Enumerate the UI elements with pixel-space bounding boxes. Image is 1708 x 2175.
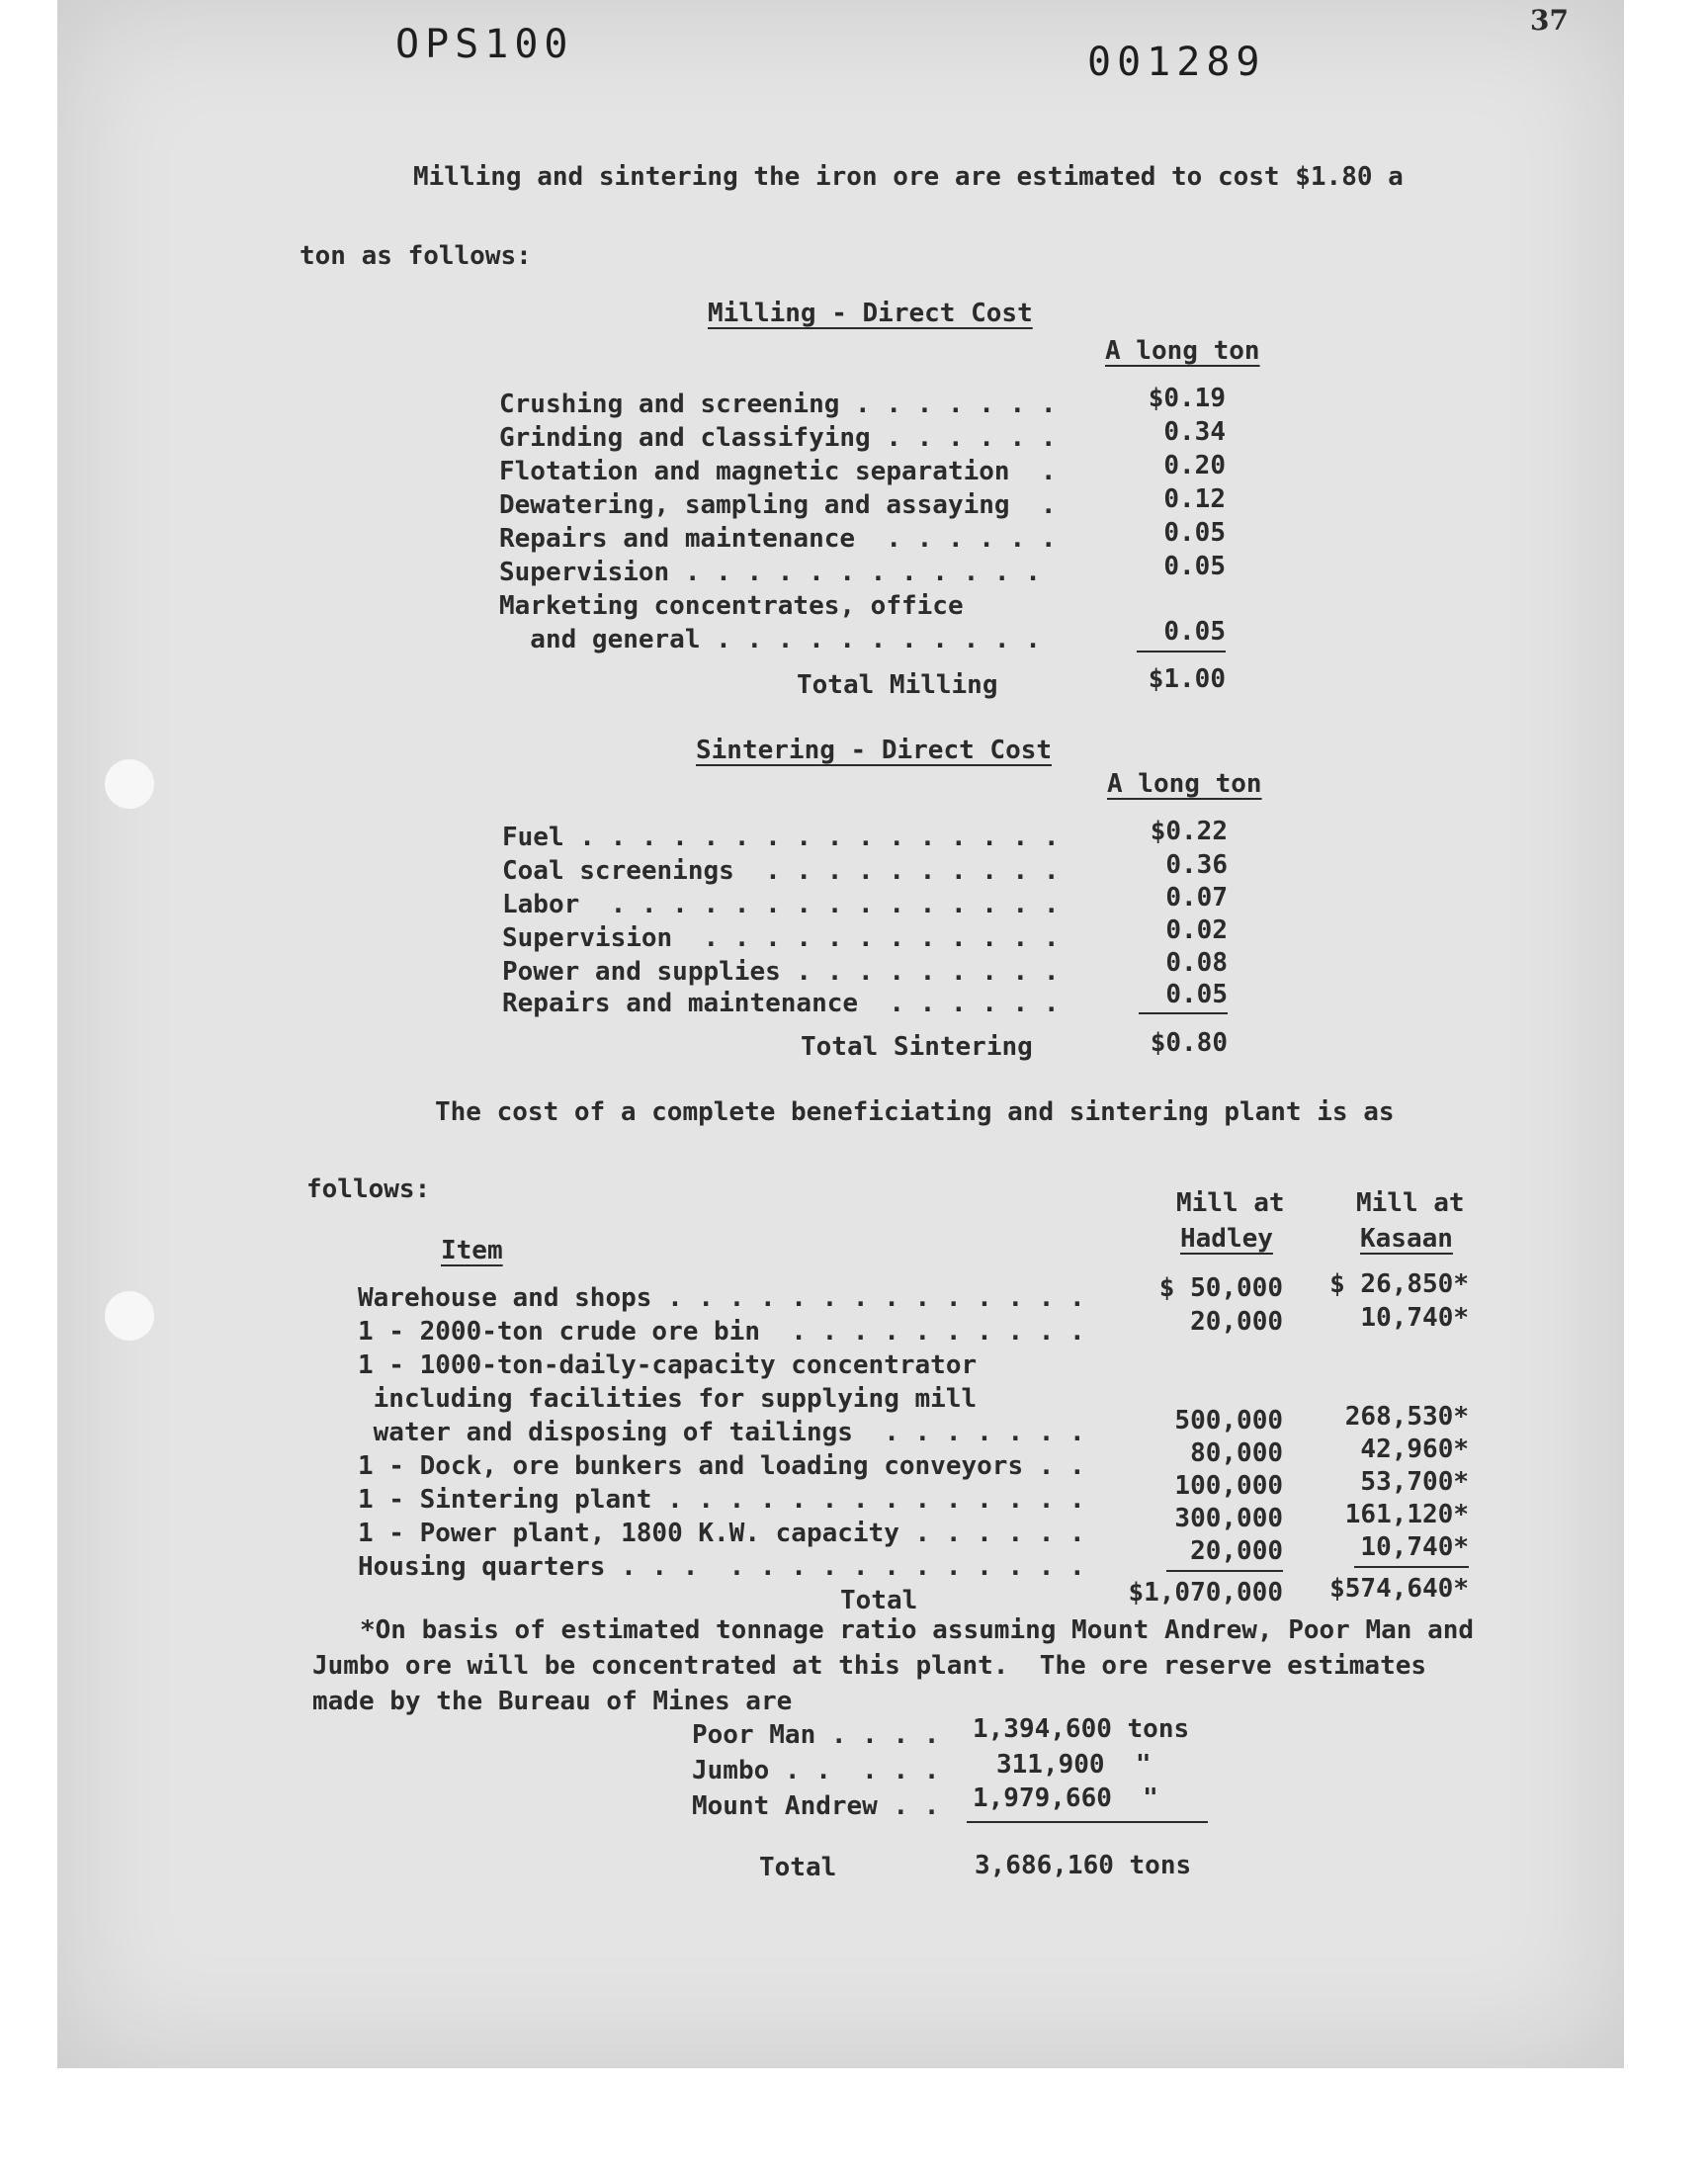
milling-row-label: Marketing concentrates, office: [499, 591, 964, 621]
plant-row-kasaan: 53,700*: [1360, 1467, 1469, 1497]
milling-row-value: 0.20: [1163, 451, 1226, 480]
plant-row-kasaan: 268,530*: [1344, 1402, 1469, 1432]
milling-row-value: 0.12: [1163, 484, 1226, 514]
footnote-line-2: Jumbo ore will be concentrated at this plant. The ore reserve estimates: [312, 1651, 1427, 1681]
plant-row-hadley: 20,000: [1190, 1307, 1283, 1337]
plant-row-hadley: $ 50,000: [1158, 1273, 1283, 1303]
sintering-row-label: Supervision . . . . . . . . . . . .: [502, 923, 1060, 953]
sintering-title: Sintering - Direct Cost: [696, 736, 1053, 765]
plant-row-label: 1 - 1000-ton-daily-capacity concentrator: [358, 1350, 978, 1380]
milling-row-label: Crushing and screening . . . . . . .: [499, 390, 1057, 419]
reserves-total-value: 3,686,160 tons: [975, 1851, 1192, 1880]
plant-row-hadley: 20,000: [1190, 1536, 1283, 1566]
sintering-row-label: Coal screenings . . . . . . . . . .: [502, 856, 1060, 886]
plant-row-label: 1 - Dock, ore bunkers and loading conveyors . .: [358, 1451, 1085, 1481]
plant-row-hadley: 300,000: [1174, 1504, 1283, 1533]
plant-total-hadley: $1,070,000: [1128, 1578, 1283, 1608]
binder-hole-bottom: [105, 1291, 154, 1341]
plant-row-label: water and disposing of tailings . . . . . . .: [358, 1418, 1085, 1447]
milling-row-label: Supervision . . . . . . . . . . . .: [499, 558, 1041, 587]
sintering-row-label: Power and supplies . . . . . . . . .: [502, 957, 1060, 987]
plant-row-kasaan: 161,120*: [1344, 1500, 1469, 1529]
intro-line-1: Milling and sintering the iron ore are estimated to cost $1.80 a: [413, 162, 1404, 192]
page-number: 37: [1530, 4, 1569, 37]
plant-row-hadley: 500,000: [1174, 1406, 1283, 1436]
milling-title: Milling - Direct Cost: [708, 299, 1033, 328]
milling-row-label: Dewatering, sampling and assaying .: [499, 490, 1057, 520]
plant-row-hadley: 80,000: [1190, 1438, 1283, 1468]
reserve-value: 311,900 ": [996, 1750, 1152, 1780]
plant-row-hadley: 100,000: [1174, 1471, 1283, 1501]
milling-row-label: Flotation and magnetic separation .: [499, 457, 1057, 486]
kasaan-sum-rule: [1354, 1566, 1469, 1568]
reserve-value: 1,979,660 ": [973, 1784, 1158, 1813]
plant-row-label: including facilities for supplying mill: [358, 1384, 978, 1414]
sintering-row-value: 0.08: [1165, 948, 1228, 978]
plant-row-kasaan: 10,740*: [1360, 1303, 1469, 1333]
plant-total-kasaan: $574,640*: [1329, 1574, 1469, 1604]
reserve-value: 1,394,600 tons: [973, 1714, 1190, 1744]
sintering-row-label: Repairs and maintenance . . . . . .: [502, 989, 1060, 1018]
col-hadley-line-1: Mill at: [1176, 1188, 1285, 1218]
plant-row-kasaan: $ 26,850*: [1329, 1269, 1469, 1299]
col-kasaan-line-1: Mill at: [1356, 1188, 1465, 1218]
plant-row-kasaan: 42,960*: [1360, 1435, 1469, 1464]
milling-row-label: Repairs and maintenance . . . . . .: [499, 524, 1057, 554]
milling-row-label: and general . . . . . . . . . . .: [499, 625, 1041, 654]
milling-row-label: Grinding and classifying . . . . . .: [499, 423, 1057, 453]
milling-sum-rule: [1137, 651, 1226, 652]
stamp-left: OPS100: [395, 22, 574, 67]
reserve-name: Jumbo . . . . .: [692, 1756, 940, 1785]
sintering-row-label: Fuel . . . . . . . . . . . . . . . .: [502, 823, 1060, 852]
sintering-total-value: $0.80: [1150, 1028, 1228, 1058]
milling-row-value: 0.05: [1163, 617, 1226, 647]
milling-row-value: $0.19: [1148, 384, 1226, 413]
reserves-sum-rule: [967, 1821, 1208, 1823]
milling-unit-header: A long ton: [1105, 336, 1260, 366]
plant-row-label: 1 - 2000-ton crude ore bin . . . . . . . . . .: [358, 1317, 1085, 1347]
plant-row-kasaan: 10,740*: [1360, 1532, 1469, 1562]
footnote-line-3: made by the Bureau of Mines are: [312, 1687, 793, 1716]
sintering-sum-rule: [1139, 1012, 1228, 1014]
plant-total-label: Total: [840, 1586, 918, 1615]
milling-row-value: 0.05: [1163, 518, 1226, 548]
hadley-sum-rule: [1166, 1570, 1283, 1572]
plant-intro-line-2: follows:: [306, 1174, 431, 1204]
intro-line-2: ton as follows:: [299, 241, 532, 271]
stamp-right: 001289: [1087, 40, 1266, 85]
plant-row-label: Warehouse and shops . . . . . . . . . . . . . .: [358, 1283, 1085, 1313]
col-hadley-line-2: Hadley: [1180, 1224, 1273, 1254]
sintering-row-value: 0.07: [1165, 883, 1228, 913]
sintering-row-label: Labor . . . . . . . . . . . . . . .: [502, 890, 1060, 919]
sintering-row-value: $0.22: [1150, 817, 1228, 846]
milling-total-label: Total Milling: [797, 670, 998, 700]
reserve-name: Mount Andrew . .: [692, 1791, 940, 1821]
milling-row-value: 0.34: [1163, 417, 1226, 447]
col-kasaan-line-2: Kasaan: [1360, 1224, 1453, 1254]
sintering-unit-header: A long ton: [1107, 769, 1262, 799]
plant-row-label: 1 - Power plant, 1800 K.W. capacity . . . . . .: [358, 1519, 1085, 1548]
sintering-row-value: 0.05: [1165, 980, 1228, 1009]
milling-total-value: $1.00: [1148, 664, 1226, 694]
sintering-row-value: 0.36: [1165, 850, 1228, 880]
sintering-total-label: Total Sintering: [801, 1032, 1033, 1062]
milling-row-value: 0.05: [1163, 552, 1226, 581]
reserves-total-label: Total: [759, 1853, 837, 1882]
sintering-row-value: 0.02: [1165, 915, 1228, 945]
plant-row-label: 1 - Sintering plant . . . . . . . . . . . . . .: [358, 1485, 1085, 1515]
binder-hole-top: [105, 759, 154, 809]
col-item: Item: [441, 1236, 503, 1265]
footnote-line-1: *On basis of estimated tonnage ratio assuming Mount Andrew, Poor Man and: [360, 1615, 1475, 1645]
reserve-name: Poor Man . . . .: [692, 1720, 940, 1750]
plant-row-label: Housing quarters . . . . . . . . . . . . . . .: [358, 1552, 1085, 1582]
plant-intro-line-1: The cost of a complete beneficiating and sintering plant is as: [435, 1097, 1395, 1127]
